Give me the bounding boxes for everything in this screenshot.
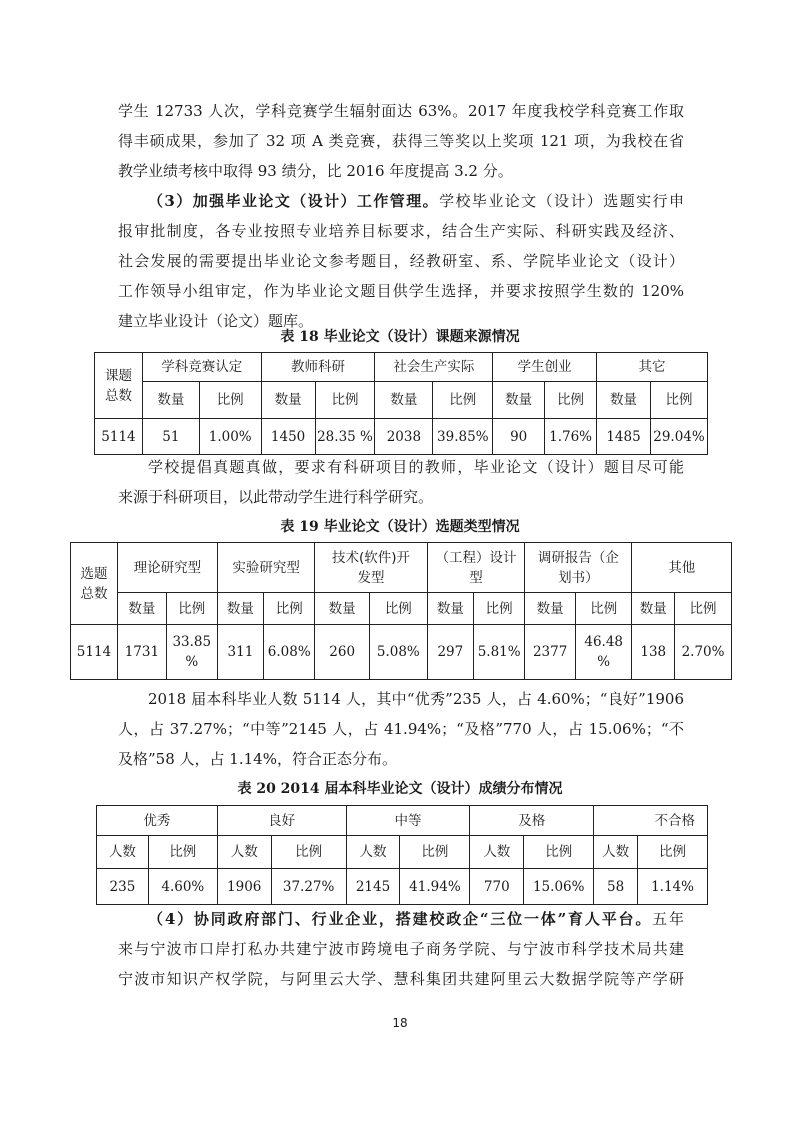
table18-group-header: 社会生产实际: [375, 353, 493, 382]
table-cell: 6.08%: [264, 625, 315, 680]
table19-sub-header: 比例: [675, 593, 732, 625]
table19-group-header: [427, 543, 525, 593]
table18-sub-header: 比例: [315, 382, 375, 419]
table-cell: 39.85%: [433, 419, 493, 455]
table18-sub-header: 比例: [433, 382, 493, 419]
table19-total-header: [71, 543, 118, 625]
table20-sub-header: 人数: [97, 836, 149, 869]
table20-sub-header: 比例: [524, 836, 594, 869]
table19-group-header: 理论研究型: [117, 543, 217, 593]
table18-sub-header: 比例: [545, 382, 597, 419]
heading-lead: （4）协同政府部门、行业企业，搭建校政企“三位一体”育人平台。: [148, 910, 653, 928]
table-cell: 1485: [597, 419, 651, 455]
table-cell: 2377: [525, 625, 576, 680]
table19-group-header: 实验研究型: [217, 543, 315, 593]
table-cell: [575, 625, 632, 680]
cell-text: 调研报告（企: [537, 549, 619, 566]
table20-group-header: 不合格: [594, 806, 708, 836]
table-cell: 51: [142, 419, 199, 455]
table-cell: 297: [427, 625, 473, 680]
table19-sub-header: 数量: [217, 593, 263, 625]
cell-text: %: [597, 654, 611, 670]
paragraph-collaboration: [118, 904, 684, 994]
table-cell: 1906: [217, 869, 271, 905]
text-line: [118, 186, 684, 216]
table-cell: 1.76%: [545, 419, 597, 455]
text-line: 宁波市知识产权学院，与阿里云大学、慧科集团共建阿里云大数据学院等产学研: [118, 970, 684, 988]
table19-sub-header: 比例: [264, 593, 315, 625]
table19-sub-header: 比例: [166, 593, 217, 625]
table-cell: 4.60%: [148, 869, 217, 905]
table-cell: 2145: [346, 869, 400, 905]
text-run: 学校毕业论文（设计）选题实行申: [439, 192, 684, 210]
table18-sub-header: 数量: [597, 382, 651, 419]
table19-group-header: [315, 543, 427, 593]
text-run: 五年: [652, 910, 684, 928]
table-cell: 15.06%: [524, 869, 594, 905]
table-row: [71, 625, 732, 680]
cell-text: 选题: [80, 565, 108, 582]
text-line: 教学业绩考核中取得 93 绩分，比 2016 年度提高 3.2 分。: [118, 162, 513, 180]
table18-total-header: [95, 353, 143, 419]
table20-group-header: 及格: [470, 806, 594, 836]
table20-sub-header: 人数: [217, 836, 271, 869]
table18-thesis-sources: [94, 352, 708, 455]
table-row: [95, 419, 708, 455]
table19-topic-types: [70, 542, 732, 680]
table-cell: 29.04%: [650, 419, 707, 455]
cell-text: （工程）设计: [435, 549, 517, 566]
table-cell: 2038: [375, 419, 433, 455]
table-cell: 90: [493, 419, 545, 455]
table18-sub-header: 比例: [650, 382, 707, 419]
text-line: 来源于科研项目，以此带动学生进行科学研究。: [118, 488, 434, 506]
table19-sub-header: 数量: [427, 593, 473, 625]
text-line: 建立毕业设计（论文）题库。: [118, 312, 314, 330]
table-cell: 1450: [261, 419, 315, 455]
text-line: 工作领导小组审定，作为毕业论文题目供学生选择，并要求按照学生数的 120%: [118, 282, 684, 300]
table-cell: 5.81%: [473, 625, 524, 680]
cell-text: 发型: [357, 569, 385, 586]
text-line: 学生 12733 人次，学科竞赛学生辐射面达 63%。2017 年度我校学科竞赛工作取: [118, 102, 684, 120]
table18-caption: 表 18 毕业论文（设计）课题来源情况: [280, 329, 520, 345]
text-line: 来与宁波市口岸打私办共建宁波市跨境电子商务学院、与宁波市科学技术局共建: [118, 940, 684, 958]
table18-sub-header: 比例: [199, 382, 261, 419]
table19-group-header: [525, 543, 632, 593]
text-line: 报审批制度，各专业按照专业培养目标要求，结合生产实际、科研实践及经济、: [118, 222, 684, 240]
cell-text: 46.48: [584, 634, 624, 650]
table20-sub-header: 比例: [148, 836, 217, 869]
text-line: 及格”58 人，占 1.14%，符合正态分布。: [118, 750, 397, 768]
cell-text: %: [185, 654, 199, 670]
cell-text: 划书）: [558, 569, 599, 586]
cell-text: 总数: [104, 387, 132, 404]
table-cell: 1731: [117, 625, 166, 680]
paragraph-real-topics: [118, 452, 684, 512]
table20-sub-header: 比例: [271, 836, 346, 869]
table20-grade-distribution: [96, 805, 708, 905]
table18-group-header: 学科竞赛认定: [142, 353, 261, 382]
table18-group-header: 教师科研: [261, 353, 375, 382]
table18-sub-header: 数量: [261, 382, 315, 419]
text-line: 人，占 37.27%；“中等”2145 人，占 41.94%；“及格”770 人，占 15.06%；“不: [118, 720, 684, 738]
text-line: 社会发展的需要提出毕业论文参考题目，经教研室、系、学院毕业论文（设计）: [118, 252, 684, 270]
table-cell: 260: [315, 625, 370, 680]
table20-caption: 表 20 2014 届本科毕业论文（设计）成绩分布情况: [237, 781, 563, 797]
cell-text: 总数: [80, 585, 108, 602]
table18-sub-header: 数量: [375, 382, 433, 419]
table19-sub-header: 数量: [117, 593, 166, 625]
table20-sub-header: 比例: [638, 836, 708, 869]
table19-sub-header: 比例: [473, 593, 524, 625]
table19-sub-header: 比例: [575, 593, 632, 625]
table20-group-header: 优秀: [97, 806, 218, 836]
table20-sub-header: 人数: [470, 836, 524, 869]
table-cell: 58: [594, 869, 638, 905]
table20-sub-header: 人数: [346, 836, 400, 869]
table-cell: 5.08%: [369, 625, 427, 680]
text-line: [118, 904, 684, 934]
cell-text: 课题: [104, 367, 132, 384]
table18-sub-header: 数量: [142, 382, 199, 419]
table19-sub-header: 数量: [525, 593, 576, 625]
paragraph-grade-summary: [118, 684, 684, 774]
page-number: 18: [392, 1016, 408, 1030]
table19-group-header: 其他: [632, 543, 732, 593]
table20-sub-header: 人数: [594, 836, 638, 869]
cell-text: 33.85: [172, 634, 212, 650]
table-cell: 5114: [95, 419, 143, 455]
table20-sub-header: 比例: [400, 836, 470, 869]
table-cell: 28.35 %: [315, 419, 375, 455]
table18-group-header: 学生创业: [493, 353, 597, 382]
cell-text: 技术(软件)开: [332, 549, 411, 566]
table-cell: 1.14%: [638, 869, 708, 905]
table19-caption: 表 19 毕业论文（设计）选题类型情况: [280, 519, 520, 535]
table19-sub-header: 数量: [632, 593, 675, 625]
table-cell: 235: [97, 869, 149, 905]
paragraph-thesis-management: [118, 186, 684, 336]
table-cell: 2.70%: [675, 625, 732, 680]
table-cell: 5114: [71, 625, 118, 680]
text-line: 2018 届本科毕业人数 5114 人，其中“优秀”235 人，占 4.60%；“良好”1906: [148, 690, 684, 708]
table-cell: 311: [217, 625, 263, 680]
table18-group-header: 其它: [597, 353, 708, 382]
table20-group-header: 中等: [346, 806, 470, 836]
table-cell: 770: [470, 869, 524, 905]
table-row: [97, 869, 708, 905]
table19-sub-header: 比例: [369, 593, 427, 625]
text-line: 学校提倡真题真做，要求有科研项目的教师，毕业论文（设计）题目尽可能: [148, 458, 684, 476]
table19-sub-header: 数量: [315, 593, 370, 625]
cell-text: 型: [469, 569, 483, 586]
table20-group-header: 良好: [217, 806, 346, 836]
table-cell: 1.00%: [199, 419, 261, 455]
table-cell: 138: [632, 625, 675, 680]
table-cell: 37.27%: [271, 869, 346, 905]
table-cell: [166, 625, 217, 680]
paragraph-competition: [118, 96, 684, 186]
heading-lead: （3）加强毕业论文（设计）工作管理。: [148, 192, 440, 210]
table-cell: 41.94%: [400, 869, 470, 905]
text-line: 得丰硕成果，参加了 32 项 A 类竞赛，获得三等奖以上奖项 121 项，为我校在省: [118, 132, 684, 150]
table18-sub-header: 数量: [493, 382, 545, 419]
